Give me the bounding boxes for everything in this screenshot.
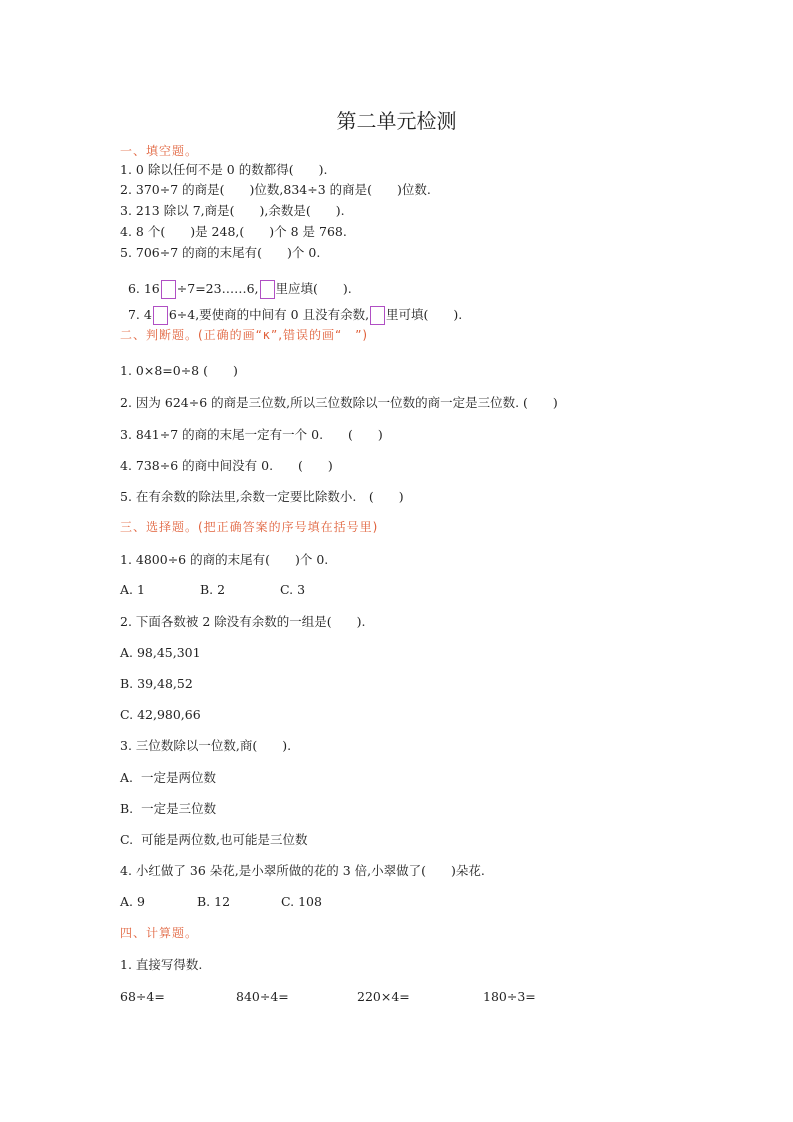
question: 1. 0 除以任何不是 0 的数都得( ).: [120, 162, 328, 177]
option: C. 108: [281, 894, 322, 909]
page-title: 第二单元检测: [336, 109, 457, 133]
question: 4. 8 个( )是 248,( )个 8 是 768.: [120, 224, 347, 239]
question: 2. 因为 624÷6 的商是三位数,所以三位数除以一位数的商一定是三位数. ( ): [120, 395, 558, 410]
option: B. 2: [200, 582, 226, 597]
section-heading-true-false: 二、判断题。(正确的画“κ”,错误的画“ ”): [120, 328, 369, 342]
question-part: 里应填( ).: [275, 281, 352, 296]
expression: 840÷4=: [236, 989, 289, 1004]
section-heading-fill-blank: 一、填空题。: [120, 144, 199, 158]
question: 1. 4800÷6 的商的末尾有( )个 0.: [120, 552, 329, 567]
question: 3. 841÷7 的商的末尾一定有一个 0. ( ): [120, 427, 383, 442]
expression: 220×4=: [357, 989, 410, 1004]
option: A. 98,45,301: [120, 645, 201, 660]
option: C. 可能是两位数,也可能是三位数: [120, 832, 308, 847]
question: 3. 三位数除以一位数,商( ).: [120, 738, 292, 753]
option: A. 1: [120, 582, 145, 597]
answer-box[interactable]: [370, 306, 385, 325]
question: 5. 在有余数的除法里,余数一定要比除数小. ( ): [120, 489, 404, 504]
option: B. 一定是三位数: [120, 801, 217, 816]
question-part: 6. 16: [127, 281, 160, 296]
section-heading-multiple-choice: 三、选择题。(把正确答案的序号填在括号里): [120, 520, 379, 534]
option: C. 42,980,66: [120, 707, 201, 722]
option: A. 一定是两位数: [120, 770, 216, 785]
question: 4. 小红做了 36 朵花,是小翠所做的花的 3 倍,小翠做了( )朵花.: [120, 863, 485, 878]
question: 5. 706÷7 的商的末尾有( )个 0.: [120, 245, 321, 260]
expression: 180÷3=: [483, 989, 536, 1004]
question: 2. 370÷7 的商是( )位数,834÷3 的商是( )位数.: [120, 182, 431, 197]
question-part: ÷7=23……6,: [176, 281, 259, 296]
question: [120, 290, 462, 325]
option: A. 9: [120, 894, 145, 909]
question: 1. 直接写得数.: [120, 957, 203, 972]
question: 4. 738÷6 的商中间没有 0. ( ): [120, 458, 333, 473]
question: 2. 下面各数被 2 除没有余数的一组是( ).: [120, 614, 366, 629]
answer-box[interactable]: [153, 306, 168, 325]
question-part: 6÷4,要使商的中间有 0 且没有余数,: [168, 307, 370, 322]
question-part: 里可填( ).: [386, 307, 463, 322]
question: 3. 213 除以 7,商是( ),余数是( ).: [120, 203, 345, 218]
option: B. 12: [197, 894, 231, 909]
section-heading-calculation: 四、计算题。: [120, 926, 199, 940]
question: 1. 0×8=0÷8 ( ): [120, 363, 238, 378]
question-part: 7. 4: [127, 307, 152, 322]
expression: 68÷4=: [120, 989, 165, 1004]
option: B. 39,48,52: [120, 676, 193, 691]
option: C. 3: [280, 582, 306, 597]
